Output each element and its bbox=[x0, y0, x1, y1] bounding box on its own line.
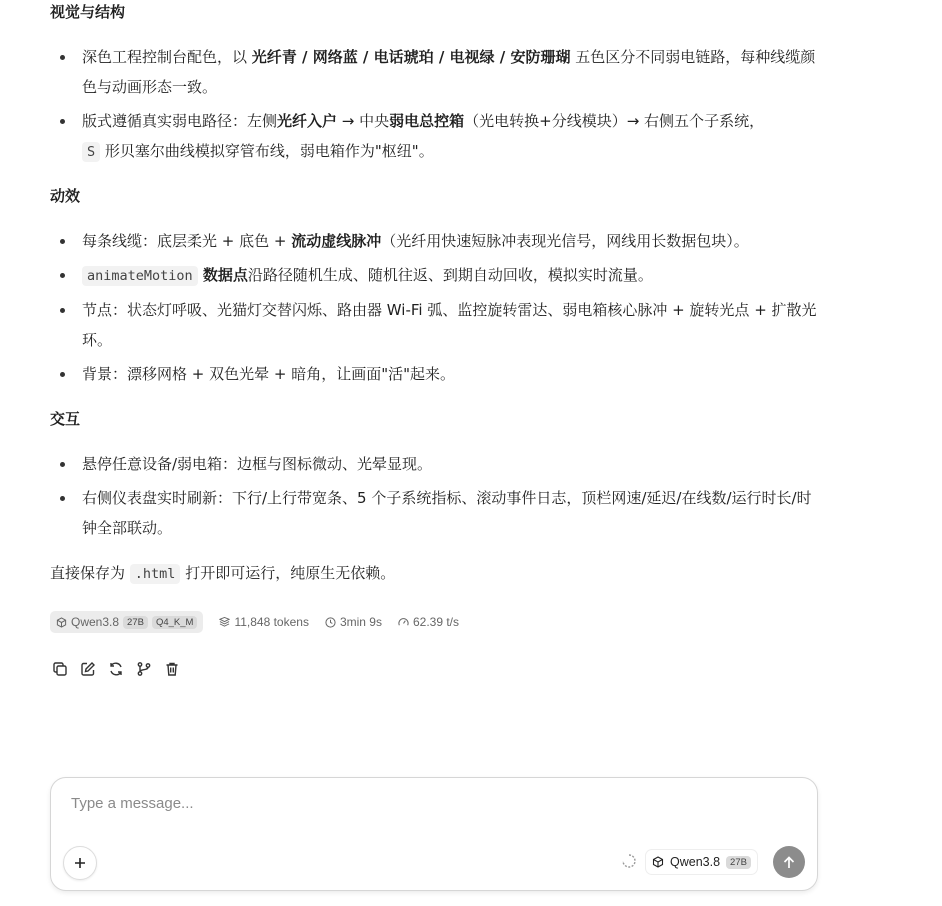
section-heading-interaction: 交互 bbox=[50, 410, 81, 428]
model-badge[interactable]: Qwen3.8 27B Q4_K_M bbox=[50, 611, 203, 633]
inline-code: .html bbox=[130, 564, 181, 584]
regenerate-button[interactable] bbox=[106, 657, 126, 681]
list-interaction bbox=[50, 449, 825, 547]
inline-code: animateMotion bbox=[82, 266, 198, 286]
loading-spinner-icon bbox=[622, 854, 636, 868]
message-input[interactable] bbox=[71, 792, 791, 814]
quant-tag: Q4_K_M bbox=[152, 616, 198, 629]
list-item: 版式遵循真实弱电路径：左侧光纤入户 → 中央弱电总控箱（光电转换+分线模块）→ 右侧五个子系统， S 形贝塞尔曲线模拟穿管布线，弱电箱作为"枢纽"。 bbox=[50, 106, 825, 167]
size-tag: 27B bbox=[726, 856, 751, 869]
send-button[interactable] bbox=[773, 846, 805, 878]
list-item: 节点：状态灯呼吸、光猫灯交替闪烁、路由器 Wi-Fi 弧、监控旋转雷达、弱电箱核心脉冲 + 旋转光点 + 扩散光环。 bbox=[50, 295, 825, 355]
branch-icon bbox=[136, 661, 152, 677]
section-heading-animation: 动效 bbox=[50, 187, 81, 205]
generation-stats bbox=[50, 611, 459, 633]
copy-icon bbox=[52, 661, 68, 677]
list-item: 悬停任意设备/弱电箱：边框与图标微动、光晕显现。 bbox=[50, 449, 825, 479]
branch-button[interactable] bbox=[134, 657, 154, 681]
edit-button[interactable] bbox=[78, 657, 98, 681]
copy-button[interactable] bbox=[50, 657, 70, 681]
edit-icon bbox=[80, 661, 96, 677]
list-item: 深色工程控制台配色，以 光纤青 / 网络蓝 / 电话琥珀 / 电视绿 / 安防珊瑚 五色区分不同弱电链路，每种线缆颜色与动画形态一致。 bbox=[50, 42, 825, 102]
list-item: 右侧仪表盘实时刷新：下行/上行带宽条、5 个子系统指标、滚动事件日志，顶栏网速/延迟/在线数/运行时长/时钟全部联动。 bbox=[50, 483, 825, 543]
speed: 62.39 t/s bbox=[398, 615, 459, 629]
delete-button[interactable] bbox=[162, 657, 182, 681]
plus-icon bbox=[74, 857, 86, 869]
list-item: 每条线缆：底层柔光 + 底色 + 流动虚线脉冲（光纤用快速短脉冲表现光信号，网线用长数据包块）。 bbox=[50, 226, 825, 256]
model-selector[interactable]: Qwen3.8 27B bbox=[646, 850, 757, 874]
list-animation bbox=[50, 226, 825, 393]
cube-icon bbox=[652, 856, 664, 868]
trash-icon bbox=[164, 661, 180, 677]
duration: 3min 9s bbox=[325, 615, 382, 629]
inline-code: S bbox=[82, 142, 100, 162]
section-heading-visual: 视觉与结构 bbox=[50, 3, 126, 21]
token-count: 11,848 tokens bbox=[219, 615, 309, 629]
list-visual bbox=[50, 42, 825, 171]
arrow-up-icon bbox=[783, 856, 795, 869]
message-actions bbox=[50, 657, 182, 681]
clock-icon bbox=[325, 617, 336, 628]
list-item: animateMotion 数据点沿路径随机生成、随机往返、到期自动回收，模拟实时流量。 bbox=[50, 260, 825, 291]
gauge-icon bbox=[398, 617, 409, 628]
list-item: 背景：漂移网格 + 双色光晕 + 暗角，让画面"活"起来。 bbox=[50, 359, 825, 389]
cube-icon bbox=[56, 617, 67, 628]
refresh-icon bbox=[108, 661, 124, 677]
stack-icon bbox=[219, 617, 230, 628]
message-composer bbox=[50, 777, 818, 891]
size-tag: 27B bbox=[123, 616, 148, 629]
closing-paragraph: 直接保存为 .html 打开即可运行，纯原生无依赖。 bbox=[50, 564, 396, 582]
attach-button[interactable] bbox=[63, 846, 97, 880]
